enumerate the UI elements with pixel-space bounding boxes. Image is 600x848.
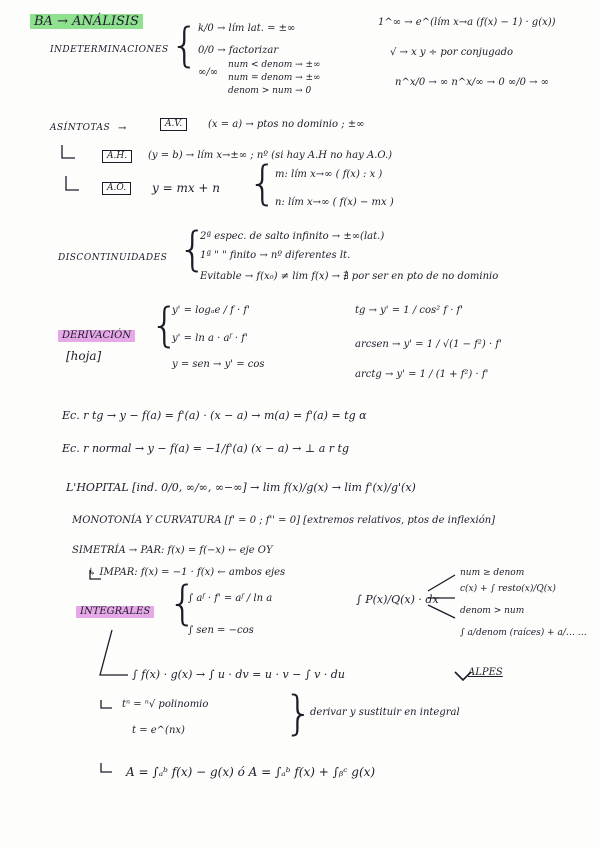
indet-sub-3: denom > num → 0 — [228, 86, 312, 96]
arrow: → — [118, 123, 127, 134]
deriv-sen: y = sen → y' = cos — [172, 359, 265, 370]
integ-branch-1: num ≥ denom — [460, 568, 525, 578]
indet-sub-1: num < denom → ±∞ — [228, 60, 321, 70]
brace: { — [248, 156, 278, 210]
brace: } — [284, 686, 314, 740]
deriv-arcsen: arcsen → y' = 1 / √(1 − f²) · f' — [355, 339, 502, 350]
integ-branch-3: denom > num — [460, 606, 525, 616]
deriv-tg: tg → y' = 1 / cos² f · f' — [355, 305, 464, 316]
disc-rule-2: 1ª " " finito → nº diferentes lt. — [200, 250, 351, 261]
ao-m: m: lím x→∞ ( f(x) : x ) — [275, 169, 383, 180]
indet-rule-infinf: ∞/∞ — [198, 67, 219, 78]
brace: { — [178, 222, 208, 276]
ao-box: A.O. — [102, 182, 131, 195]
asintotas-heading: ASÍNTOTAS — [50, 123, 111, 133]
integ-area: A = ∫ₐᵇ f(x) − g(x) ó A = ∫ₐᵇ f(x) + ∫ᵦᶜ g(x) — [126, 765, 376, 779]
ec-recta-tangente: Ec. r tg → y − f(a) = f'(a) · (x − a) → m(a) = f'(a) = tg α — [62, 409, 367, 422]
derivacion-heading: DERIVACIÓN — [58, 330, 135, 342]
integ-branch-2: c(x) + ∫ resto(x)/Q(x) — [460, 584, 556, 594]
ao-text: y = mx + n — [152, 181, 221, 195]
simetria-impar: ↳ IMPAR: f(x) = −1 · f(x) ← ambos ejes — [88, 567, 286, 578]
indet-one-inf: 1^∞ → e^(lím x→a (f(x) − 1) · g(x)) — [378, 17, 556, 28]
brace: { — [170, 18, 200, 72]
alpes-mnemonic: ALPES — [468, 667, 503, 678]
indet-root: √ → x y ÷ por conjugado — [390, 47, 514, 58]
deriv-exp: y' = ln a · aᶠ · f' — [172, 333, 248, 344]
integ-sen: ∫ sen = −cos — [188, 625, 254, 636]
ao-n: n: lím x→∞ ( f(x) − mx ) — [275, 197, 394, 208]
integ-sust-text: derivar y sustituir en integral — [310, 707, 460, 718]
brace: { — [168, 576, 198, 630]
deriv-arctg: arctg → y' = 1 / (1 + f²) · f' — [355, 369, 489, 380]
disc-rule-1: 2ª espec. de salto infinito → ±∞(lat.) — [200, 231, 385, 242]
integ-sust-1: tⁿ = ⁿ√ polinomio — [122, 699, 209, 710]
integ-exp: ∫ aᶠ · f' = aᶠ / ln a — [188, 593, 273, 604]
brace: { — [150, 298, 180, 352]
page-title: BA → ANÁLISIS — [30, 14, 143, 29]
indet-rule-k0: k/0 → lím lat. = ±∞ — [198, 23, 296, 34]
ec-recta-normal: Ec. r normal → y − f(a) = −1/f'(a) (x − a) → ⊥ a r tg — [62, 442, 349, 455]
av-text: (x = a) → ptos no dominio ; ±∞ — [208, 119, 365, 130]
av-box: A.V. — [160, 118, 187, 131]
integ-branch-4: ∫ a/denom (raíces) + a/… … — [460, 628, 587, 638]
deriv-log: y' = logₐe / f · f' — [172, 305, 250, 316]
indet-divisions: n^x/0 → ∞ n^x/∞ → 0 ∞/0 → ∞ — [395, 77, 549, 88]
indet-sub-2: num = denom → ±∞ — [228, 73, 321, 83]
hoja-note: [hoja] — [66, 349, 102, 363]
monotonia-curvatura: MONOTONÍA Y CURVATURA [f' = 0 ; f'' = 0] [extremos relativos, ptos de inflexión] — [72, 515, 496, 526]
discontinuidades-heading: DISCONTINUIDADES — [58, 253, 168, 263]
ah-box: A.H. — [102, 150, 132, 163]
indet-rule-00: 0/0 → factorizar — [198, 45, 279, 56]
disc-rule-3: Evitable → f(x₀) ≠ lim f(x) → ∄ por ser en pto de no dominio — [200, 271, 499, 282]
simetria-par: SIMETRÍA → PAR: f(x) = f(−x) ← eje OY — [72, 545, 273, 556]
lhopital-rule: L'HOPITAL [ind. 0/0, ∞/∞, ∞−∞] → lim f(x)/g(x) → lim f'(x)/g'(x) — [66, 481, 416, 494]
integ-racional: ∫ P(x)/Q(x) · dx — [356, 593, 439, 606]
integ-partes: ∫ f(x) · g(x) → ∫ u · dv = u · v − ∫ v · du — [132, 668, 345, 681]
integrales-heading: INTEGRALES — [76, 606, 154, 618]
ah-text: (y = b) → lím x→±∞ ; nº (si hay A.H no hay A.O.) — [148, 150, 393, 161]
integ-sust-2: t = e^(nx) — [132, 725, 185, 736]
indeterminaciones-heading: INDETERMINACIONES — [50, 45, 169, 55]
